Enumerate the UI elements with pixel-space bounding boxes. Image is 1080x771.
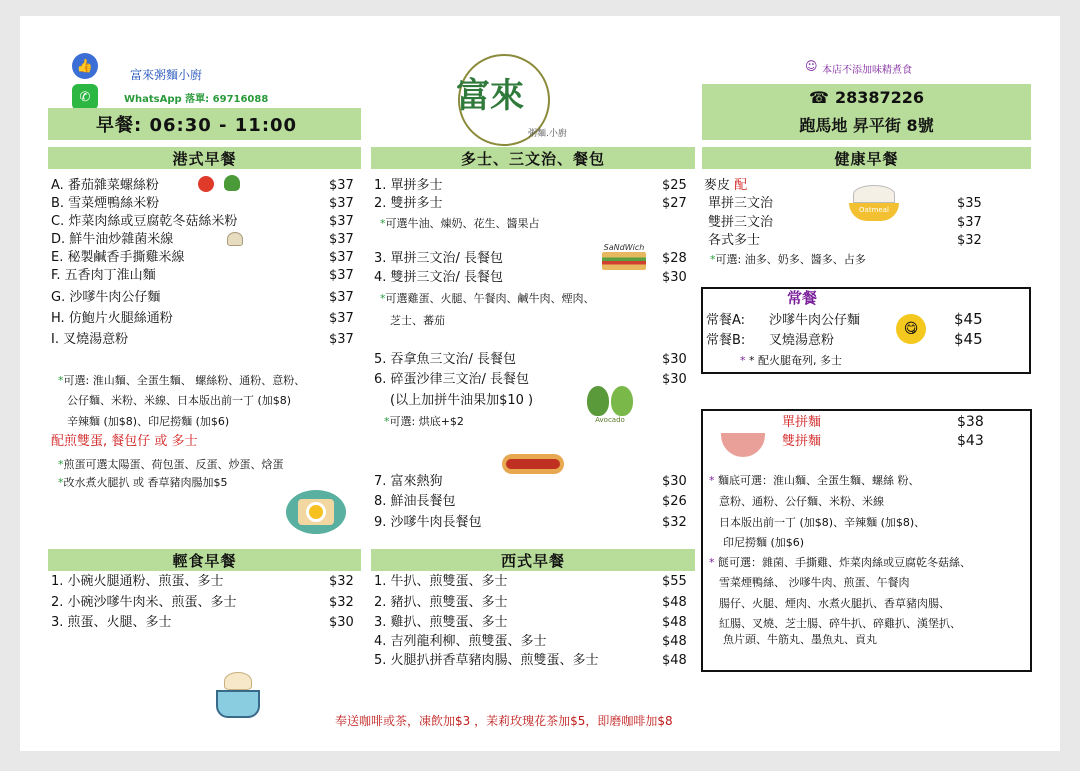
list-item: 各式多士	[708, 233, 761, 248]
item-price: $30	[329, 615, 354, 630]
logo-text: 富來	[456, 76, 524, 116]
noodle-topping-note: 雪菜煙鴨絲、 沙嗲牛肉、煎蛋、午餐肉	[719, 576, 910, 589]
noodle-bowl-icon	[718, 415, 768, 461]
item-price: $55	[662, 574, 687, 589]
item-price: $37	[329, 196, 354, 211]
section-light-breakfast: 輕食早餐	[48, 549, 361, 571]
list-item: 8. 鮮油長餐包	[374, 494, 456, 509]
phone-number: 28387226	[834, 88, 924, 107]
list-item: 單拼三文治	[708, 196, 774, 211]
list-item: F. 五香肉丁淮山麵	[51, 268, 156, 283]
hours-bar	[48, 108, 361, 140]
section-western-breakfast: 西式早餐	[371, 549, 695, 571]
noodle-topping-note: * 餸可選：雜菌、手撕雞、炸菜肉絲或豆腐乾冬菇絲、	[709, 556, 971, 569]
noodle-base-note: 日本版出前一丁 (加$8)、辛辣麵 (加$8)、	[719, 516, 926, 529]
shop-name: 富來粥麵小廚	[130, 68, 203, 82]
hotdog-icon	[500, 446, 566, 482]
hk-note: 辛辣麵 (加$8)、印尼撈麵 (加$6)	[67, 415, 230, 428]
noodle-topping-note: 腸仔、火腿、煙肉、水煮火腿扒、香草豬肉腸、	[719, 597, 950, 610]
egg-note: *改水煮火腿扒 或 香草豬肉腸加$5	[58, 476, 228, 489]
item-price: $37	[329, 214, 354, 229]
list-item: D. 鮮牛油炒雜菌米線	[51, 232, 174, 247]
menu-sheet	[20, 16, 1060, 751]
set-meal-code: 常餐A:	[706, 313, 746, 328]
mushroom-icon	[227, 232, 243, 246]
oatmeal-icon-label: Oatmeal	[849, 203, 899, 221]
set-meal-item: 沙嗲牛肉公仔麵	[769, 313, 861, 328]
avocado-icon	[580, 382, 640, 428]
list-item: 1. 單拼多士	[374, 178, 443, 193]
avocado-icon-label: Avocado	[595, 416, 625, 424]
item-price: $30	[662, 270, 687, 285]
smile-icon: ☺	[805, 59, 818, 73]
asterisk-mark: *	[58, 458, 64, 471]
item-price: $37	[329, 178, 354, 193]
egg-note: *煎蛋可選太陽蛋、荷包蛋、反蛋、炒蛋、焓蛋	[58, 458, 284, 471]
item-price: $37	[329, 250, 354, 265]
double-noodle-label: 雙拼麵	[782, 434, 822, 449]
section-healthy-breakfast: 健康早餐	[702, 147, 1031, 169]
section-hk-breakfast: 港式早餐	[48, 147, 361, 169]
asterisk-mark: *	[380, 217, 386, 230]
item-price: $28	[662, 251, 687, 266]
whatsapp-icon[interactable]: ✆	[72, 84, 98, 110]
set-meal-price: $45	[954, 310, 983, 328]
item-price: $32	[329, 574, 354, 589]
list-item: 4. 雙拼三文治/ 長餐包	[374, 270, 504, 285]
item-price: $37	[329, 290, 354, 305]
item-price: $48	[662, 595, 687, 610]
item-price: $37	[329, 332, 354, 347]
list-item: G. 沙嗲牛肉公仔麵	[51, 290, 161, 305]
list-item: 5. 吞拿魚三文治/ 長餐包	[374, 352, 517, 367]
item-price: $32	[329, 595, 354, 610]
list-item: 1. 小碗火腿通粉、煎蛋、多士	[51, 574, 224, 589]
single-noodle-price: $38	[957, 414, 984, 430]
tomato-icon	[198, 176, 214, 192]
list-item: I. 叉燒湯意粉	[51, 332, 129, 347]
asterisk-mark: *	[709, 474, 715, 487]
oatmeal-bowl-icon	[846, 182, 902, 224]
item-price: $48	[662, 634, 687, 649]
emoji-icon: 😋	[896, 314, 926, 344]
list-item: 3. 雞扒、煎雙蛋、多士	[374, 615, 508, 630]
hk-note: 公仔麵、米粉、米線、日本版出前一丁 (加$8)	[67, 394, 292, 407]
logo-subtext: 粥麵.小廚	[528, 129, 567, 139]
whatsapp-label: WhatsApp 落單: 69716088	[124, 94, 269, 105]
item-price: $30	[662, 372, 687, 387]
facebook-icon[interactable]: 👍	[72, 53, 98, 79]
no-msg-note: 本店不添加味精煮食	[822, 65, 912, 76]
noodle-base-note: 意粉、通粉、公仔麵、米粉、米線	[719, 495, 884, 508]
contact-bar	[702, 84, 1031, 140]
sandwich-icon	[598, 238, 650, 274]
asterisk-mark: *	[380, 292, 386, 305]
set-meal-note: * * 配火腿奄列, 多士	[740, 354, 842, 367]
list-item: 9. 沙嗲牛肉長餐包	[374, 515, 482, 530]
noodle-topping-note: 紅腸、叉燒、芝士腸、碎牛扒、碎雞扒、漢堡扒、	[719, 617, 961, 630]
list-item: 4. 吉列龍利柳、煎雙蛋、多士	[374, 634, 547, 649]
toast-note: *可選牛油、煉奶、花生、醬果占	[380, 217, 540, 230]
item-price: $37	[329, 268, 354, 283]
section-toast-sandwich: 多士、三文治、餐包	[371, 147, 695, 169]
oat-label: 麥皮 配	[704, 178, 748, 193]
list-item: 1. 牛扒、煎雙蛋、多士	[374, 574, 508, 589]
address: 跑馬地 昇平街 8號	[799, 116, 934, 135]
item-price: $32	[662, 515, 687, 530]
item-price: $37	[957, 215, 982, 230]
list-item: 2. 雙拼多士	[374, 196, 443, 211]
list-item: 7. 富來熱狗	[374, 474, 443, 489]
list-item: A. 番茄雜菜螺絲粉	[51, 178, 159, 193]
list-item: 2. 小碗沙嗲牛肉米、煎蛋、多士	[51, 595, 237, 610]
item-price: $27	[662, 196, 687, 211]
healthy-note: *可選: 油多、奶多、醬多、占多	[710, 253, 866, 266]
list-item: E. 秘製鹹香手撕雞米線	[51, 250, 185, 265]
sandwich-note: 芝士、蕃茄	[390, 314, 445, 327]
avocado-addon: (以上加拼牛油果加$10 )	[390, 393, 534, 408]
coffee-cup-icon	[206, 668, 270, 722]
broccoli-icon	[224, 175, 240, 191]
list-item: 6. 碎蛋沙律三文治/ 長餐包	[374, 372, 530, 387]
asterisk-mark: *	[384, 415, 390, 428]
item-price: $30	[662, 474, 687, 489]
list-item: 3. 單拼三文治/ 長餐包	[374, 251, 504, 266]
item-price: $32	[957, 233, 982, 248]
double-noodle-price: $43	[957, 433, 984, 449]
item-price: $25	[662, 178, 687, 193]
item-price: $35	[957, 196, 982, 211]
list-item: 2. 豬扒、煎雙蛋、多士	[374, 595, 508, 610]
noodle-topping-note: 魚片頭、牛筋丸、墨魚丸、貢丸	[723, 633, 877, 646]
asterisk-mark: *	[709, 556, 715, 569]
list-item: H. 仿鮑片火腿絲通粉	[51, 311, 173, 326]
combo-note: 配煎雙蛋, 餐包仔 或 多士	[51, 434, 198, 449]
list-item: 5. 火腿扒拼香草豬肉腸、煎雙蛋、多士	[374, 653, 599, 668]
item-price: $37	[329, 311, 354, 326]
sandwich-icon-label: SaNdWich	[603, 242, 645, 252]
noodle-base-note: * 麵底可選：淮山麵、全蛋生麵、螺絲 粉、	[709, 474, 920, 487]
hours-label: 早餐: 06:30 - 11:00	[96, 115, 298, 136]
sandwich-note: *可選雞蛋、火腿、午餐肉、鹹牛肉、煙肉、	[380, 292, 595, 305]
asterisk-mark: *	[710, 253, 716, 266]
set-meal-item: 叉燒湯意粉	[769, 333, 835, 348]
list-item: C. 炸菜肉絲或豆腐乾冬菇絲米粉	[51, 214, 238, 229]
item-price: $48	[662, 615, 687, 630]
list-item: 3. 煎蛋、火腿、多士	[51, 615, 172, 630]
hk-note: *可選: 淮山麵、全蛋生麵、 螺絲粉、通粉、意粉、	[58, 374, 306, 387]
set-meal-title: 常餐	[787, 289, 818, 307]
phone-icon: ☎	[809, 88, 829, 107]
single-noodle-label: 單拼麵	[782, 415, 822, 430]
list-item: B. 雪菜煙鴨絲米粉	[51, 196, 160, 211]
item-price: $26	[662, 494, 687, 509]
toast-option: *可選: 烘底+$2	[384, 415, 464, 428]
asterisk-mark: *	[58, 374, 64, 387]
footer-note: 奉送咖啡或茶，凍飲加$3 ，茉莉玫瑰花茶加$5，即磨咖啡加$8	[335, 714, 673, 728]
noodle-base-note: 印尼撈麵 (加$6)	[723, 536, 805, 549]
asterisk-mark: *	[58, 476, 64, 489]
set-meal-code: 常餐B:	[706, 333, 746, 348]
item-price: $37	[329, 232, 354, 247]
toast-egg-icon	[286, 490, 346, 534]
item-price: $48	[662, 653, 687, 668]
item-price: $30	[662, 352, 687, 367]
list-item: 雙拼三文治	[708, 215, 774, 230]
set-meal-price: $45	[954, 330, 983, 348]
